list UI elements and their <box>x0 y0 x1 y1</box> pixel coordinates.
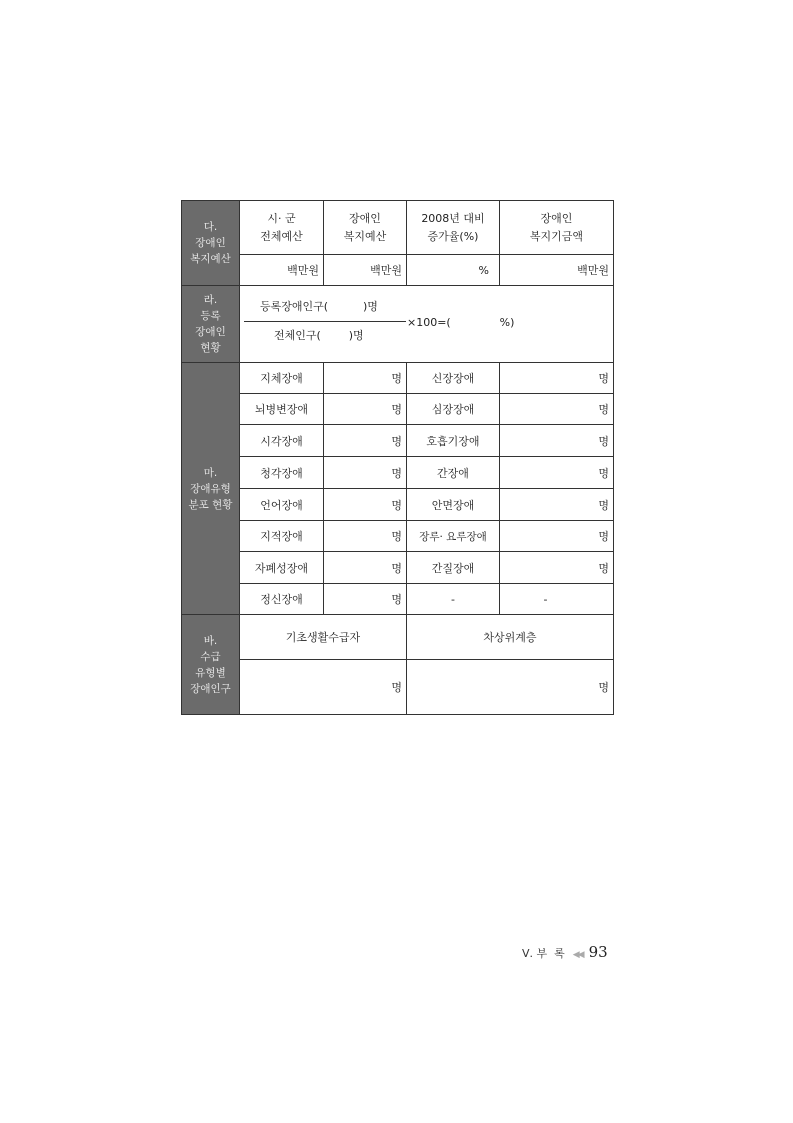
header-line: 장애유형 <box>190 482 231 495</box>
header-line: 장애인구 <box>190 682 231 695</box>
disability-type-label: 시각장애 <box>240 425 324 457</box>
disability-count-cell[interactable]: 명 <box>500 425 614 457</box>
disability-count-cell[interactable]: 명 <box>324 521 407 552</box>
disability-type-label: 정신장애 <box>240 584 324 615</box>
unit-cell-welfare-fund[interactable]: 백만원 <box>500 255 614 286</box>
disability-type-label: 청각장애 <box>240 457 324 489</box>
unit-cell-increase-rate[interactable]: % <box>407 255 500 286</box>
column-header-welfare-fund: 장애인 복지기금액 <box>500 201 614 255</box>
disability-count-cell[interactable]: 명 <box>500 521 614 552</box>
registration-ratio-cell[interactable] <box>240 286 614 363</box>
basic-livelihood-count-cell[interactable]: 명 <box>240 660 407 715</box>
disability-count-cell[interactable]: 명 <box>324 489 407 521</box>
empty-count-dash: - <box>500 584 614 615</box>
column-header-near-poverty: 차상위계층 <box>407 615 614 660</box>
header-line: 라. <box>203 294 218 306</box>
disability-count-cell[interactable]: 명 <box>500 363 614 394</box>
header-line: 현황 <box>200 342 221 354</box>
footer-section-label: Ⅴ. 부 록 <box>522 947 565 960</box>
unit-cell-total-budget[interactable]: 백만원 <box>240 255 324 286</box>
left-arrows-icon: ◀◀ <box>572 950 583 960</box>
ratio-numerator: 등록장애인구( )명 <box>260 300 378 313</box>
disability-type-label: 심장장애 <box>407 394 500 425</box>
page-footer <box>522 943 608 961</box>
header-line: 바. <box>203 634 218 647</box>
disability-type-label: 호흡기장애 <box>407 425 500 457</box>
disability-count-cell[interactable]: 명 <box>500 457 614 489</box>
disability-type-label: 간장애 <box>407 457 500 489</box>
disability-type-label: 지체장애 <box>240 363 324 394</box>
disability-type-label: 뇌병변장애 <box>240 394 324 425</box>
disability-type-label: 신장장애 <box>407 363 500 394</box>
column-header-basic-livelihood: 기초생활수급자 <box>240 615 407 660</box>
disability-type-label: 장루· 요루장애 <box>407 521 500 552</box>
disability-type-label: 간질장애 <box>407 552 500 584</box>
disability-count-cell[interactable]: 명 <box>324 552 407 584</box>
section-header-disability-types <box>182 363 240 615</box>
header-line: 유형별 <box>195 666 226 679</box>
disability-type-label: 언어장애 <box>240 489 324 521</box>
page-number: 93 <box>588 943 608 961</box>
disability-type-label: 지적장애 <box>240 521 324 552</box>
column-header-total-budget: 시· 군 전체예산 <box>240 201 324 255</box>
survey-form-table <box>181 200 614 715</box>
ratio-denominator: 전체인구( )명 <box>274 329 364 342</box>
fraction-line <box>244 321 406 322</box>
empty-type-dash: - <box>407 584 500 615</box>
header-line: 다. <box>203 221 218 233</box>
column-header-welfare-budget: 장애인 복지예산 <box>324 201 407 255</box>
section-header-benefit-types <box>182 615 240 715</box>
disability-count-cell[interactable]: 명 <box>500 489 614 521</box>
header-line: 복지예산 <box>190 253 231 265</box>
near-poverty-count-cell[interactable]: 명 <box>407 660 614 715</box>
disability-count-cell[interactable]: 명 <box>324 363 407 394</box>
disability-type-label: 안면장애 <box>407 489 500 521</box>
header-line: 장애인 <box>195 237 226 249</box>
header-line: 등록 <box>200 310 221 322</box>
column-header-increase-rate: 2008년 대비 증가율(%) <box>407 201 500 255</box>
disability-type-label: 자폐성장애 <box>240 552 324 584</box>
disability-count-cell[interactable]: 명 <box>324 584 407 615</box>
disability-count-cell[interactable]: 명 <box>324 425 407 457</box>
header-line: 마. <box>203 466 218 479</box>
ratio-multiplier: ×100=( %) <box>407 316 515 329</box>
section-header-welfare-budget <box>182 201 240 286</box>
header-line: 분포 현황 <box>188 498 233 511</box>
disability-count-cell[interactable]: 명 <box>500 552 614 584</box>
disability-count-cell[interactable]: 명 <box>500 394 614 425</box>
disability-count-cell[interactable]: 명 <box>324 457 407 489</box>
header-line: 장애인 <box>195 326 226 338</box>
section-header-registered-disabled <box>182 286 240 363</box>
header-line: 수급 <box>200 650 221 663</box>
disability-count-cell[interactable]: 명 <box>324 394 407 425</box>
unit-cell-welfare-budget[interactable]: 백만원 <box>324 255 407 286</box>
